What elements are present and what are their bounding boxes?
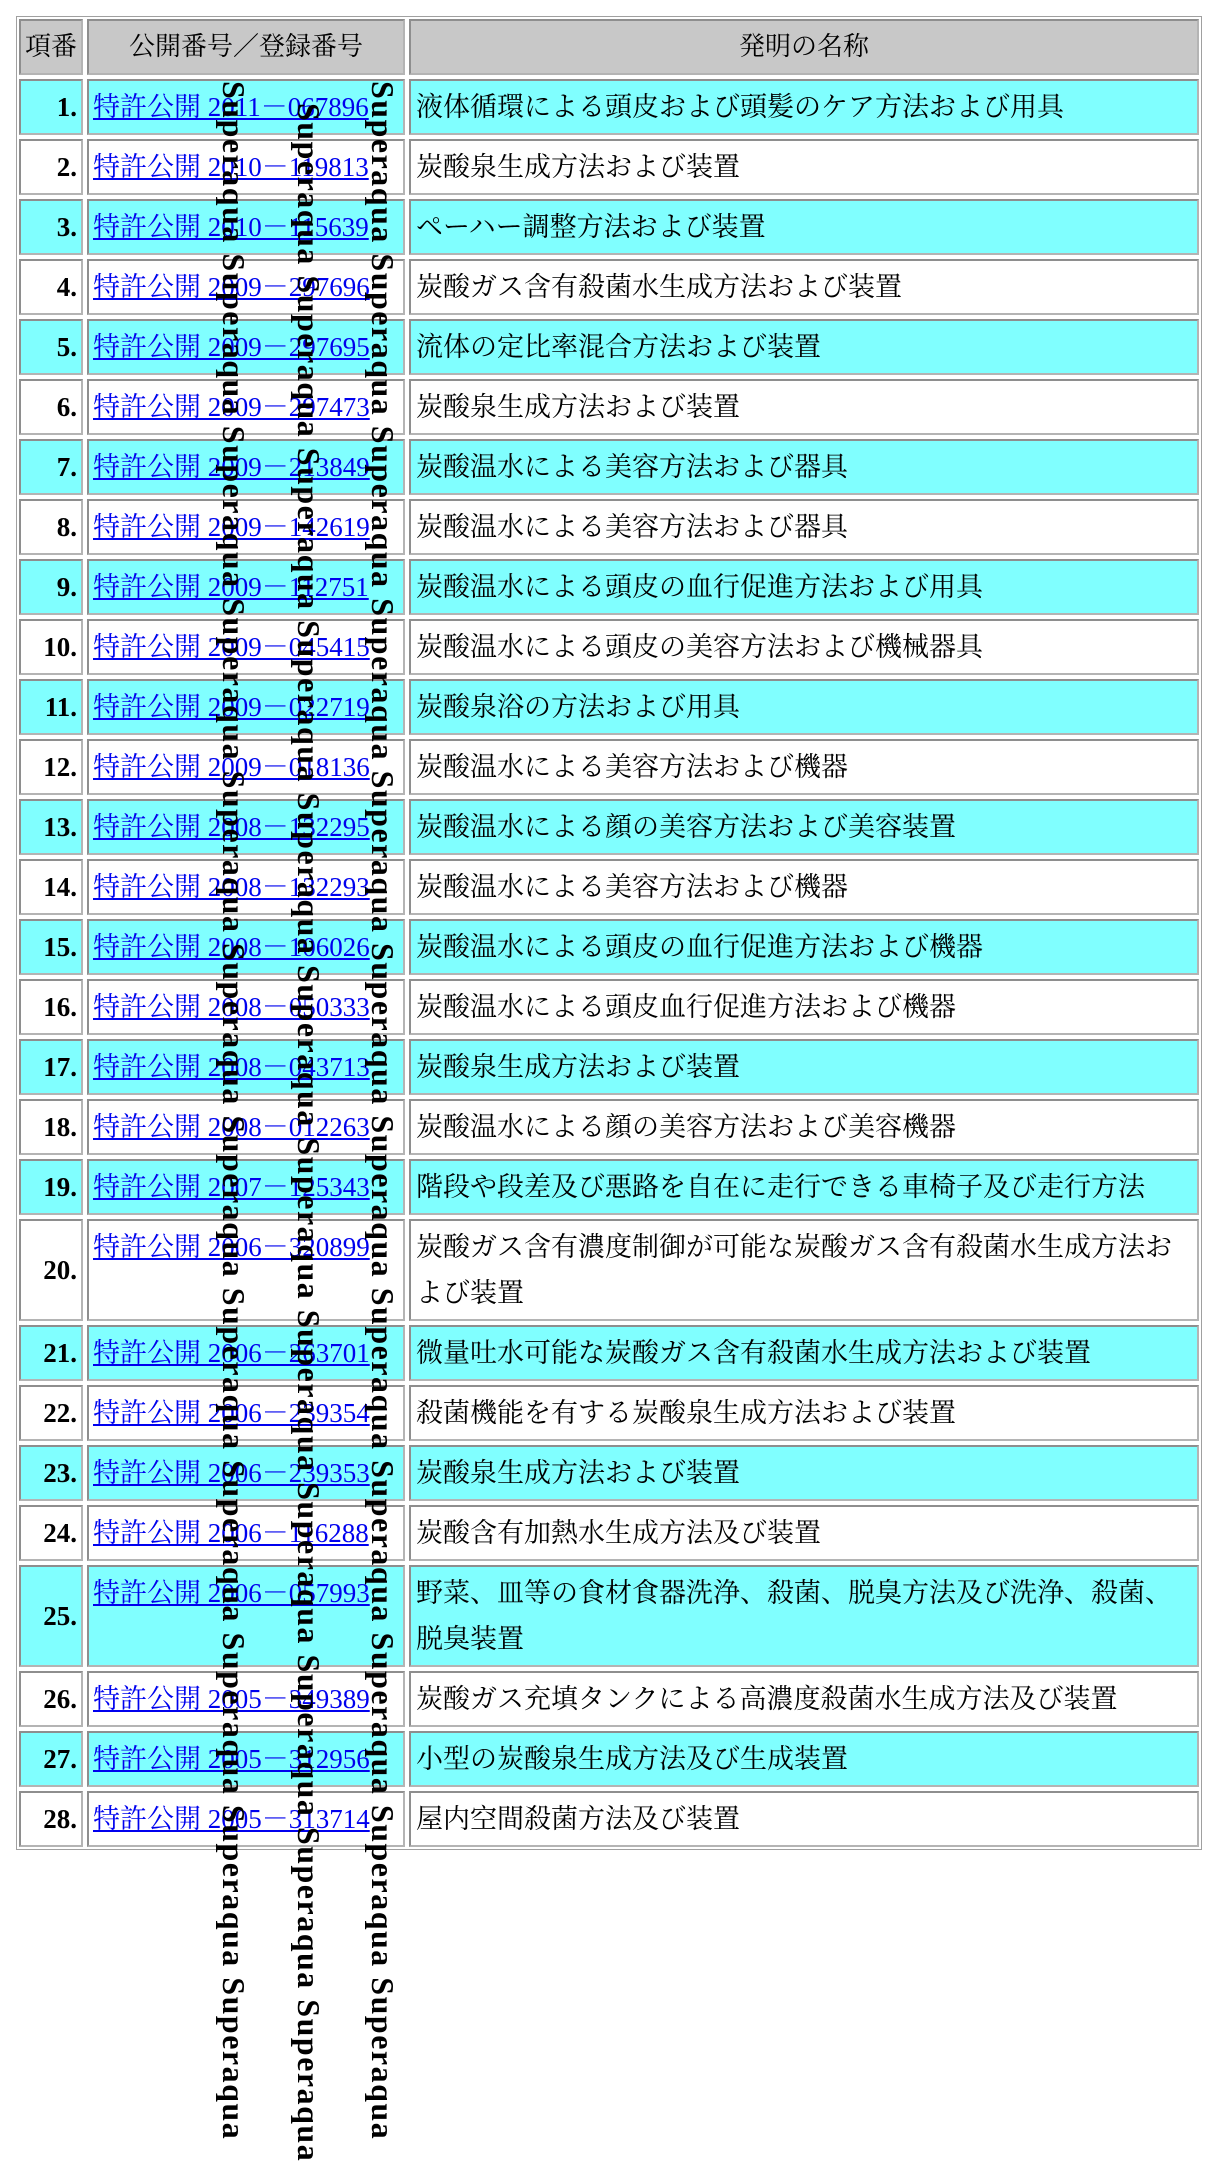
publication-number-cell [87,139,405,195]
watermark-strip: Superaqua Superaqua Superaqua Superaqua Superaqua Superaqua Superaqua Superaqua Superaqua Superaqua Superaqua Superaqua [365,81,401,2141]
publication-link[interactable]: 特許公開 2008－012263 [93,1112,370,1142]
table-row [19,1099,1199,1155]
table-row [19,1671,1199,1727]
publication-link[interactable]: 特許公開 2009－297473 [93,392,370,422]
publication-number-cell [87,619,405,675]
invention-title: 炭酸温水による頭皮の血行促進方法および用具 [416,572,983,602]
publication-number-cell [87,979,405,1035]
header-publication-number [87,19,405,75]
item-number-cell [19,559,83,615]
table-row [19,1385,1199,1441]
header-publication-number-label: 公開番号／登録番号 [128,32,363,61]
item-number-cell [19,739,83,795]
item-number: 6. [56,392,77,422]
table-row [19,679,1199,735]
invention-title-cell [409,1565,1199,1667]
table-row [19,1791,1199,1847]
item-number-cell [19,679,83,735]
item-number-cell [19,1219,83,1321]
item-number: 25. [43,1601,77,1631]
publication-number-cell [87,1159,405,1215]
publication-link[interactable]: 特許公開 2005－313714 [93,1804,370,1834]
publication-number-cell [87,799,405,855]
invention-title: 炭酸温水による美容方法および器具 [416,512,848,542]
invention-title: 炭酸温水による頭皮の美容方法および機械器具 [416,632,983,662]
publication-link[interactable]: 特許公開 2009－142619 [93,512,370,542]
table-row [19,1039,1199,1095]
item-number: 1. [56,92,77,122]
publication-number-cell [87,1099,405,1155]
invention-title: 液体循環による頭皮および頭髪のケア方法および用具 [416,92,1064,122]
table-row [19,919,1199,975]
item-number: 18. [43,1112,77,1142]
publication-link[interactable]: 特許公開 2009－213849 [93,452,370,482]
item-number: 23. [43,1458,77,1488]
header-invention-title-label: 発明の名称 [738,32,869,61]
invention-title: 炭酸泉生成方法および装置 [416,392,740,422]
invention-title: 炭酸温水による美容方法および器具 [416,452,848,482]
watermark-strip: Superaqua Superaqua Superaqua Superaqua Superaqua Superaqua Superaqua Superaqua Superaqua Superaqua Superaqua Superaqua [291,103,327,2162]
item-number-cell [19,1039,83,1095]
item-number-cell [19,1159,83,1215]
publication-number-cell [87,1671,405,1727]
publication-link[interactable]: 特許公開 2006－320899 [93,1232,370,1262]
invention-title-cell [409,559,1199,615]
table-row [19,499,1199,555]
invention-title-cell [409,1159,1199,1215]
invention-title-cell [409,1671,1199,1727]
item-number: 3. [56,212,77,242]
invention-title-cell [409,79,1199,135]
item-number: 15. [43,932,77,962]
item-number-cell [19,79,83,135]
table-row [19,559,1199,615]
invention-title: 炭酸泉生成方法および装置 [416,1458,740,1488]
item-number-cell [19,979,83,1035]
invention-title: 炭酸ガス含有殺菌水生成方法および装置 [416,272,902,302]
invention-title-cell [409,739,1199,795]
publication-number-cell [87,439,405,495]
publication-link[interactable]: 特許公開 2008－043713 [93,1052,370,1082]
table-row [19,139,1199,195]
item-number-cell [19,619,83,675]
item-number: 16. [43,992,77,1022]
item-number-cell [19,1791,83,1847]
publication-number-cell [87,679,405,735]
item-number: 12. [43,752,77,782]
item-number-cell [19,919,83,975]
invention-title: 炭酸温水による頭皮血行促進方法および機器 [416,992,956,1022]
publication-link[interactable]: 特許公開 2008－132295 [93,812,370,842]
invention-title: 炭酸温水による美容方法および機器 [416,872,848,902]
invention-title-cell [409,499,1199,555]
publication-number-cell [87,1385,405,1441]
watermark-strip: Superaqua Superaqua Superaqua Superaqua Superaqua Superaqua Superaqua Superaqua Superaqua Superaqua Superaqua Superaqua [216,81,252,2141]
item-number: 13. [43,812,77,842]
table-row [19,1159,1199,1215]
publication-link[interactable]: 特許公開 2009－022719 [93,692,370,722]
invention-title: 流体の定比率混合方法および装置 [416,332,821,362]
publication-number-cell [87,319,405,375]
table-row [19,739,1199,795]
publication-link[interactable]: 特許公開 2008－132293 [93,872,370,902]
publication-number-cell [87,1731,405,1787]
table-row [19,859,1199,915]
invention-title: 屋内空間殺菌方法及び装置 [416,1804,740,1834]
item-number: 2. [56,152,77,182]
publication-link[interactable]: 特許公開 2009－297695 [93,332,370,362]
item-number-cell [19,1325,83,1381]
publication-link[interactable]: 特許公開 2010－115639 [93,212,369,242]
item-number-cell [19,439,83,495]
publication-link[interactable]: 特許公開 2006－116288 [93,1518,369,1548]
item-number: 10. [43,632,77,662]
item-number: 11. [44,692,77,722]
invention-title-cell [409,1731,1199,1787]
invention-title: 炭酸温水による美容方法および機器 [416,752,848,782]
table-row [19,1445,1199,1501]
invention-title-cell [409,1791,1199,1847]
publication-link[interactable]: 特許公開 2010－119813 [93,152,369,182]
invention-title-cell [409,259,1199,315]
item-number-cell [19,199,83,255]
publication-link[interactable]: 特許公開 2008－106026 [93,932,370,962]
invention-title-cell [409,1445,1199,1501]
item-number-cell [19,859,83,915]
invention-title-cell [409,679,1199,735]
publication-number-cell [87,379,405,435]
invention-title: 炭酸泉生成方法および装置 [416,152,740,182]
invention-title: 殺菌機能を有する炭酸泉生成方法および装置 [416,1398,956,1428]
publication-link[interactable]: 特許公開 2009－297696 [93,272,370,302]
item-number-cell [19,1099,83,1155]
item-number: 5. [56,332,77,362]
publication-link[interactable]: 特許公開 2005－312956 [93,1744,370,1774]
invention-title: 炭酸ガス含有濃度制御が可能な炭酸ガス含有殺菌水生成方法および装置 [416,1232,1172,1308]
invention-title-cell [409,1385,1199,1441]
invention-title-cell [409,139,1199,195]
invention-title-cell [409,1099,1199,1155]
item-number: 22. [43,1398,77,1428]
publication-link[interactable]: 特許公開 2006－263701 [93,1338,370,1368]
invention-title-cell [409,1325,1199,1381]
publication-number-cell [87,1791,405,1847]
publication-link[interactable]: 特許公開 2009－045415 [93,632,370,662]
publication-link[interactable]: 特許公開 2006－239354 [93,1398,370,1428]
publication-link[interactable]: 特許公開 2009－112751 [93,572,369,602]
invention-title-cell [409,379,1199,435]
item-number: 27. [43,1744,77,1774]
publication-number-cell [87,1565,405,1667]
invention-title-cell [409,919,1199,975]
table-row [19,79,1199,135]
table-row [19,619,1199,675]
invention-title-cell [409,619,1199,675]
item-number-cell [19,1671,83,1727]
publication-number-cell [87,1445,405,1501]
publication-link[interactable]: 特許公開 2011－067896 [93,92,369,122]
header-item-number-label: 項番 [25,32,78,61]
publication-number-cell [87,739,405,795]
invention-title-cell [409,979,1199,1035]
publication-number-cell [87,79,405,135]
invention-title: 階段や段差及び悪路を自在に走行できる車椅子及び走行方法 [416,1172,1145,1202]
header-invention-title [409,19,1199,75]
table-row [19,379,1199,435]
item-number: 28. [43,1804,77,1834]
item-number: 24. [43,1518,77,1548]
item-number-cell [19,259,83,315]
publication-number-cell [87,199,405,255]
table-row [19,1505,1199,1561]
table-row [19,799,1199,855]
item-number: 4. [56,272,77,302]
item-number: 26. [43,1684,77,1714]
invention-title-cell [409,799,1199,855]
item-number-cell [19,139,83,195]
table-row [19,1219,1199,1321]
item-number: 20. [43,1255,77,1285]
item-number: 21. [43,1338,77,1368]
invention-title: 炭酸泉生成方法および装置 [416,1052,740,1082]
invention-title-cell [409,439,1199,495]
table-row [19,1565,1199,1667]
item-number-cell [19,319,83,375]
publication-number-cell [87,1505,405,1561]
item-number: 9. [56,572,77,602]
table-row [19,439,1199,495]
invention-title-cell [409,1505,1199,1561]
item-number: 19. [43,1172,77,1202]
invention-title: 炭酸含有加熱水生成方法及び装置 [416,1518,821,1548]
item-number-cell [19,1505,83,1561]
publication-link[interactable]: 特許公開 2007－125343 [93,1172,370,1202]
publication-number-cell [87,259,405,315]
publication-link[interactable]: 特許公開 2006－239353 [93,1458,370,1488]
invention-title-cell [409,1219,1199,1321]
patent-table [16,16,1202,2162]
publication-number-cell [87,1325,405,1381]
invention-title-cell [409,199,1199,255]
publication-number-cell [87,919,405,975]
table-row [19,199,1199,255]
publication-link[interactable]: 特許公開 2005－349389 [93,1684,370,1714]
item-number-cell [19,499,83,555]
table-row [19,979,1199,1035]
invention-title: 炭酸温水による頭皮の血行促進方法および機器 [416,932,983,962]
item-number: 17. [43,1052,77,1082]
invention-title: 炭酸ガス充填タンクによる高濃度殺菌水生成方法及び装置 [416,1684,1118,1714]
table-row [19,319,1199,375]
publication-number-cell [87,559,405,615]
table-row [19,259,1199,315]
invention-title: 炭酸温水による顔の美容方法および美容装置 [416,812,956,842]
publication-link[interactable]: 特許公開 2009－018136 [93,752,370,782]
publication-number-cell [87,1039,405,1095]
publication-link[interactable]: 特許公開 2006－057993 [93,1578,370,1608]
table-row [19,1731,1199,1787]
publication-link[interactable]: 特許公開 2008－050333 [93,992,370,1022]
publication-number-cell [87,859,405,915]
header-item-number [19,19,83,75]
item-number-cell [19,1385,83,1441]
item-number-cell [19,799,83,855]
invention-title-cell [409,859,1199,915]
invention-title: 小型の炭酸泉生成方法及び生成装置 [416,1744,848,1774]
item-number: 14. [43,872,77,902]
invention-title-cell [409,319,1199,375]
invention-title-cell [409,1039,1199,1095]
publication-number-cell [87,499,405,555]
item-number: 7. [56,452,77,482]
table-header [19,19,1199,75]
invention-title: 炭酸泉浴の方法および用具 [416,692,740,722]
item-number-cell [19,1445,83,1501]
invention-title: ペーハー調整方法および装置 [416,212,766,242]
item-number: 8. [56,512,77,542]
item-number-cell [19,1565,83,1667]
item-number-cell [19,1731,83,1787]
table-row [19,1325,1199,1381]
publication-number-cell [87,1219,405,1321]
invention-title: 微量吐水可能な炭酸ガス含有殺菌水生成方法および装置 [416,1338,1091,1368]
invention-title: 野菜、皿等の食材食器洗浄、殺菌、脱臭方法及び洗浄、殺菌、脱臭装置 [416,1578,1172,1654]
invention-title: 炭酸温水による顔の美容方法および美容機器 [416,1112,956,1142]
item-number-cell [19,379,83,435]
